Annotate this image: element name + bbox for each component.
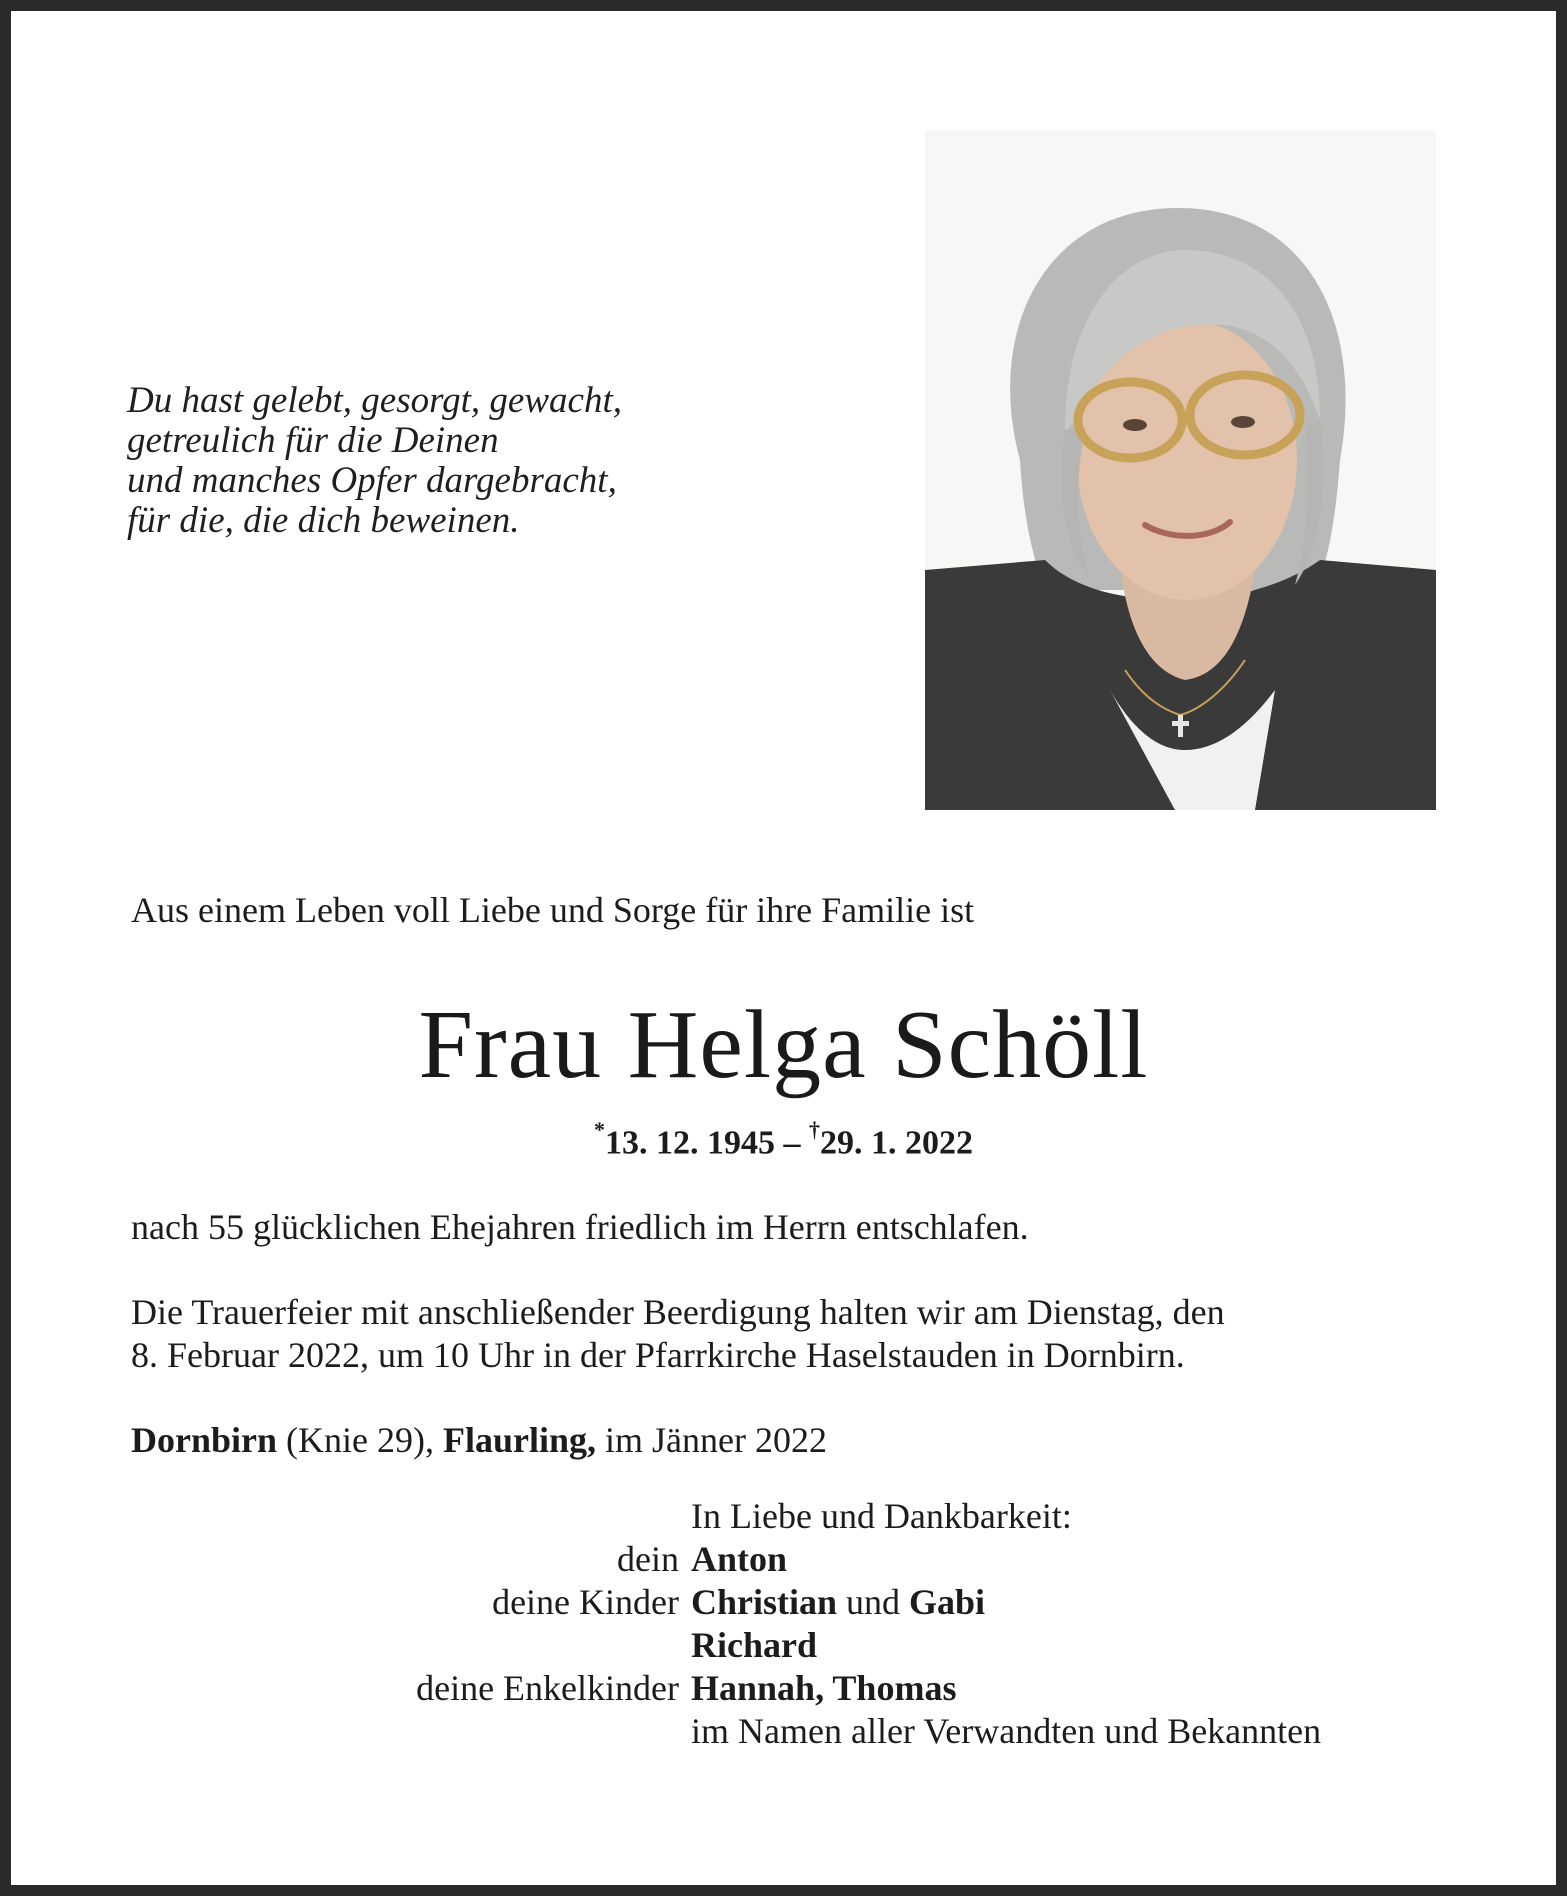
city-flaurling: Flaurling, [443,1420,597,1460]
intro-text: Aus einem Leben voll Liebe und Sorge für ihre Familie ist [131,890,975,930]
obituary-page [11,11,1556,1885]
signoff-closing-row [131,1710,1451,1753]
mourner-row [131,1581,1451,1624]
verse-line: Du hast gelebt, gesorgt, gewacht, [127,380,622,421]
date-separator: – [775,1124,809,1162]
mourner-name: Hannah, Thomas [691,1668,957,1708]
signoff [131,1495,1451,1753]
relation: dein [617,1539,679,1579]
verse [127,381,622,541]
mourner-name: Christian [691,1582,838,1622]
verse-line: getreulich für die Deinen [127,420,499,461]
mourner-row [131,1538,1451,1581]
death-symbol: † [809,1117,820,1142]
mourner-row [131,1624,1451,1667]
verse-line: und manches Opfer dargebracht, [127,460,617,501]
place-and-date [131,1419,827,1462]
name-connector: und [837,1582,910,1622]
signoff-heading-row [131,1495,1451,1538]
month-year: im Jänner 2022 [596,1420,827,1460]
mourner-name: Gabi [909,1582,986,1622]
city-dornbirn: Dornbirn [131,1420,278,1460]
birth-symbol: * [594,1117,605,1142]
paragraph-marriage: nach 55 glücklichen Ehejahren friedlich im Herrn entschlafen. [131,1207,1029,1247]
address: (Knie 29), [277,1420,443,1460]
mourner-row [131,1667,1451,1710]
relation: deine Enkelkinder [416,1668,679,1708]
mourner-name: Richard [691,1625,817,1665]
life-dates [0,1117,1567,1162]
signoff-heading: In Liebe und Dankbarkeit: [691,1496,1072,1536]
birth-date: 13. 12. 1945 [605,1124,775,1162]
mourner-name: Anton [691,1539,788,1579]
death-date: 29. 1. 2022 [820,1124,973,1162]
signoff-closing: im Namen aller Verwandten und Bekannten [691,1711,1322,1751]
deceased-name: Frau Helga Schöll [418,991,1149,1099]
relation: deine Kinder [492,1582,679,1622]
portrait-photo-icon [925,130,1436,810]
verse-line: für die, die dich beweinen. [127,500,520,541]
relation [131,1624,691,1667]
funeral-line-2: 8. Februar 2022, um 10 Uhr in der Pfarrkirche Haselstauden in Dornbirn. [131,1335,1185,1375]
paragraph-funeral [131,1291,1225,1377]
funeral-line-1: Die Trauerfeier mit anschließender Beerdigung halten wir am Dienstag, den [131,1292,1225,1332]
